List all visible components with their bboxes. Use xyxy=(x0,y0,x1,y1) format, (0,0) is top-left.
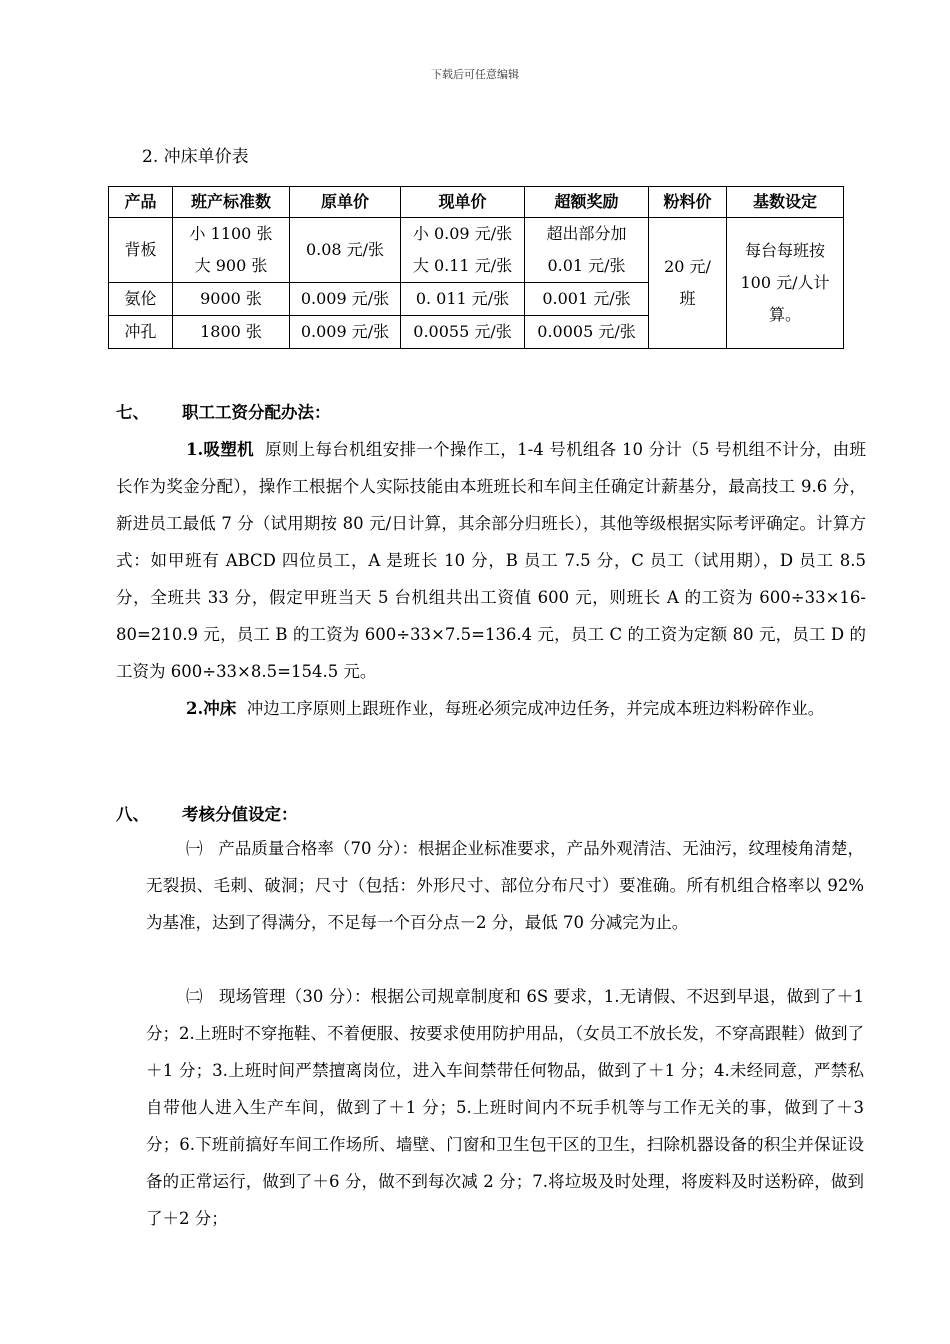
page-header: 下载后可任意编辑 xyxy=(431,68,519,81)
column-header: 基数设定 xyxy=(727,187,844,218)
section-title: 职工工资分配办法： xyxy=(182,403,331,422)
cell-line: 算。 xyxy=(768,305,801,324)
cell-old-price: 0.009 元/张 xyxy=(290,283,401,316)
cell-line: 超出部分加 xyxy=(546,224,627,243)
cell-new-price: 0. 011 元/张 xyxy=(401,283,525,316)
cell-line: 大 0.11 元/张 xyxy=(412,256,513,275)
paragraph-label: 2.冲床 xyxy=(186,699,237,718)
cell-bonus xyxy=(525,218,649,283)
column-header: 原单价 xyxy=(290,187,401,218)
cell-bonus: 0.001 元/张 xyxy=(525,283,649,316)
cell-line: 20 元/ xyxy=(664,257,711,276)
cell-new-price: 0.0055 元/张 xyxy=(401,316,525,349)
paragraph-thermoforming xyxy=(116,431,866,690)
cell-base-setting xyxy=(727,218,844,349)
cell-standard xyxy=(173,218,290,283)
item-marker: ㈡ xyxy=(186,987,203,1006)
column-header: 产品 xyxy=(109,187,173,218)
cell-new-price xyxy=(401,218,525,283)
cell-line: 0.01 元/张 xyxy=(547,256,626,275)
section-heading xyxy=(116,394,866,431)
section-heading xyxy=(116,796,866,833)
cell-old-price: 0.009 元/张 xyxy=(290,316,401,349)
cell-line: 小 1100 张 xyxy=(189,224,273,243)
paragraph-punch xyxy=(116,690,866,727)
column-header: 班产标准数 xyxy=(173,187,290,218)
cell-standard: 1800 张 xyxy=(173,316,290,349)
cell-product: 背板 xyxy=(109,218,173,283)
section-7 xyxy=(116,394,866,727)
cell-old-price: 0.08 元/张 xyxy=(290,218,401,283)
paragraph-text: 冲边工序原则上跟班作业，每班必须完成冲边任务，并完成本班边料粉碎作业。 xyxy=(246,699,825,718)
table-title: 2. 冲床单价表 xyxy=(142,147,249,167)
assessment-item-site xyxy=(146,978,864,1237)
cell-standard: 9000 张 xyxy=(173,283,290,316)
paragraph-label: 1.吸塑机 xyxy=(186,440,254,459)
cell-product: 氨伦 xyxy=(109,283,173,316)
item-marker: ㈠ xyxy=(186,839,203,858)
price-table xyxy=(108,186,844,349)
item-text: 产品质量合格率（70 分）：根据企业标准要求，产品外观清洁、无油污，纹理棱角清楚，无裂损、毛刺、破洞；尺寸（包括：外形尺寸、部位分布尺寸）要准确。所有机组合格率以 92%为基准，达到了得满分，不足每一个百分点－2 分，最低 70 分减完为止。 xyxy=(146,839,864,932)
cell-line: 小 0.09 元/张 xyxy=(412,224,513,243)
cell-powder-price xyxy=(649,218,727,349)
cell-line: 大 900 张 xyxy=(194,256,268,275)
cell-bonus: 0.0005 元/张 xyxy=(525,316,649,349)
section-number: 七、 xyxy=(116,403,149,422)
table-row xyxy=(109,218,844,283)
section-number: 八、 xyxy=(116,805,149,824)
column-header: 超额奖励 xyxy=(525,187,649,218)
paragraph-text: 原则上每台机组安排一个操作工，1-4 号机组各 10 分计（5 号机组不计分，由班长作为奖金分配），操作工根据个人实际技能由本班班长和车间主任确定计薪基分，最高技工 9.6 分，新进员工最低 7 分（试用期按 80 元/日计算，其余部分归班长），其他等级根据实际考评确定。计算方式：如甲班有 ABCD 四位员工，A 是班长 10 分，B 员工 7.5 分，C 员工（试用期），D 员工 8.5 分，全班共 33 分，假定甲班当天 5 台机组共出工资值 600 元，则班长 A 的工资为 600÷33×16-80=210.9 元，员工 B 的工资为 600÷33×7.5=136.4 元，员工 C 的工资为定额 80 元，员工 D 的工资为 600÷33×8.5=154.5 元。 xyxy=(116,440,866,681)
section-title: 考核分值设定： xyxy=(182,805,298,824)
section-8-heading xyxy=(116,796,866,833)
item-text: 现场管理（30 分）：根据公司规章制度和 6S 要求，1.无请假、不迟到早退，做到了＋1 分；2.上班时不穿拖鞋、不着便服、按要求使用防护用品，（女员工不放长发，不穿高跟鞋）做到了＋1 分；3.上班时间严禁擅离岗位，进入车间禁带任何物品，做到了＋1 分；4.未经同意，严禁私自带他人进入生产车间，做到了＋1 分；5.上班时间内不玩手机等与工作无关的事，做到了＋3 分；6.下班前搞好车间工作场所、墙壁、门窗和卫生包干区的卫生，扫除机器设备的积尘并保证设备的正常运行，做到了＋6 分，做不到每次减 2 分；7.将垃圾及时处理，将废料及时送粉碎，做到了＋2 分； xyxy=(146,987,864,1228)
column-header: 现单价 xyxy=(401,187,525,218)
assessment-item-quality xyxy=(146,830,864,941)
cell-product: 冲孔 xyxy=(109,316,173,349)
table-header-row xyxy=(109,187,844,218)
column-header: 粉料价 xyxy=(649,187,727,218)
cell-line: 每台每班按 xyxy=(744,241,825,260)
cell-line: 100 元/人计 xyxy=(740,273,830,292)
cell-line: 班 xyxy=(679,289,696,308)
